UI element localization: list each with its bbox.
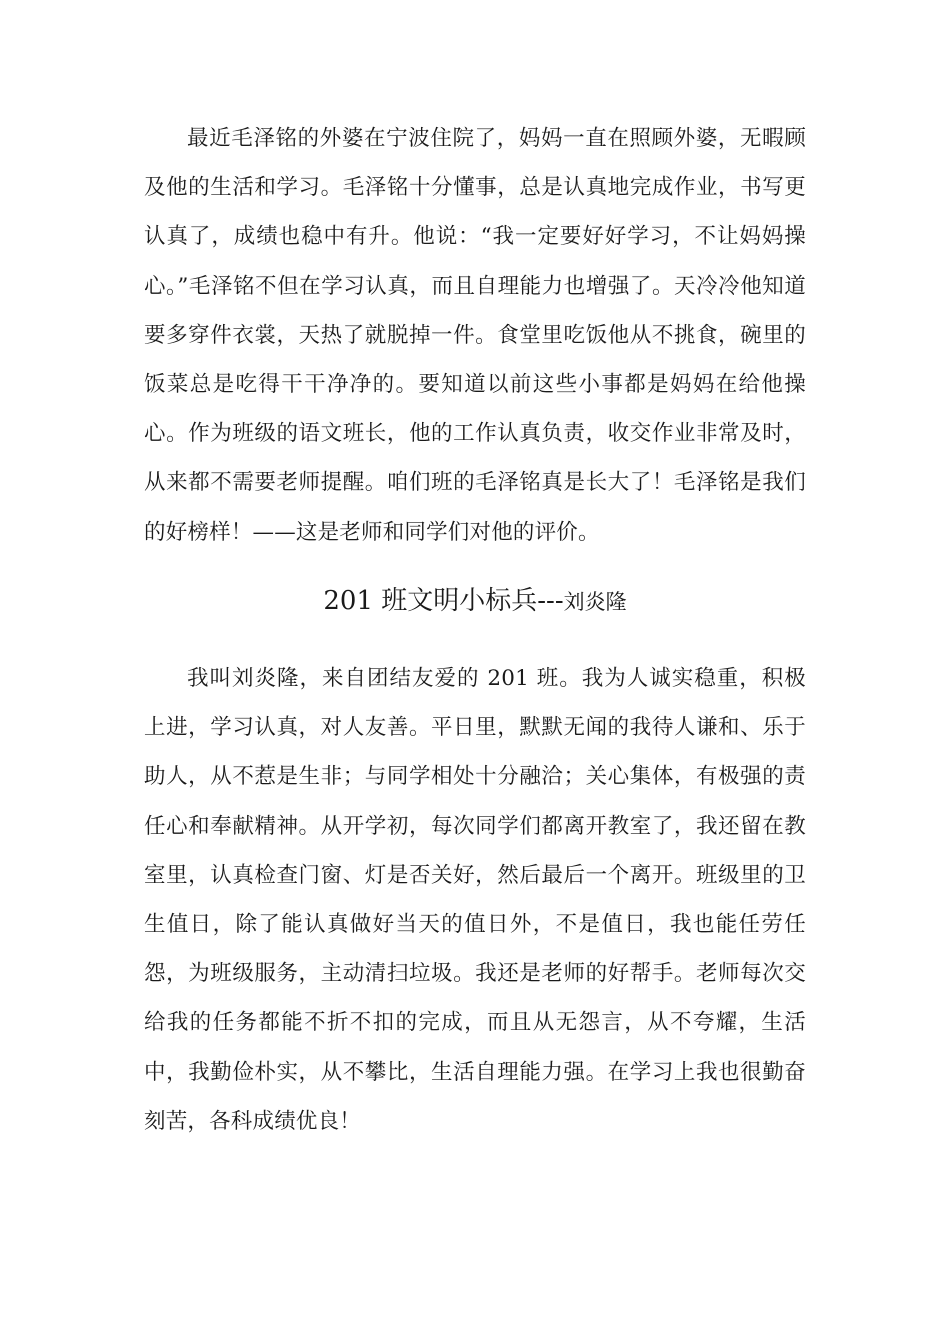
paragraph-liu-yanlong: 我叫刘炎隆，来自团结友爱的 201 班。我为人诚实稳重，积极上进，学习认真，对人友善。平日里，默默无闻的我待人谦和、乐于助人，从不惹是生非；与同学相处十分融洽；关心集体，有极强的责任心和奉献精神。从开学初，每次同学们都离开教室了，我还留在教室里，认真检查门窗、灯是否关好，然后最后一个离开。班级里的卫生值日，除了能认真做好当天的值日外，不是值日，我也能任劳任怨，为班级服务，主动清扫垃圾。我还是老师的好帮手。老师每次交给我的任务都能不折不扣的完成，而且从无怨言，从不夸耀，生活中，我勤俭朴实，从不攀比，生活自理能力强。在学习上我也很勤奋刻苦，各科成绩优良！	[144, 666, 806, 1134]
section-title-main: 201 班文明小标兵---	[323, 586, 564, 616]
section-title-name: 刘炎隆	[563, 590, 627, 614]
paragraph-mao-zeming: 最近毛泽铭的外婆在宁波住院了，妈妈一直在照顾外婆，无暇顾及他的生活和学习。毛泽铭十分懂事，总是认真地完成作业，书写更认真了，成绩也稳中有升。他说：“我一定要好好学习，不让妈妈操心。”毛泽铭不但在学习认真，而且自理能力也增强了。天冷冷他知道要多穿件衣裳，天热了就脱掉一件。食堂里吃饭他从不挑食，碗里的饭菜总是吃得干干净净的。要知道以前这些小事都是妈妈在给他操心。作为班级的语文班长，他的工作认真负责，收交作业非常及时，从来都不需要老师提醒。咱们班的毛泽铭真是长大了！毛泽铭是我们的好榜样！——这是老师和同学们对他的评价。	[144, 126, 806, 545]
section-title	[0, 580, 950, 617]
